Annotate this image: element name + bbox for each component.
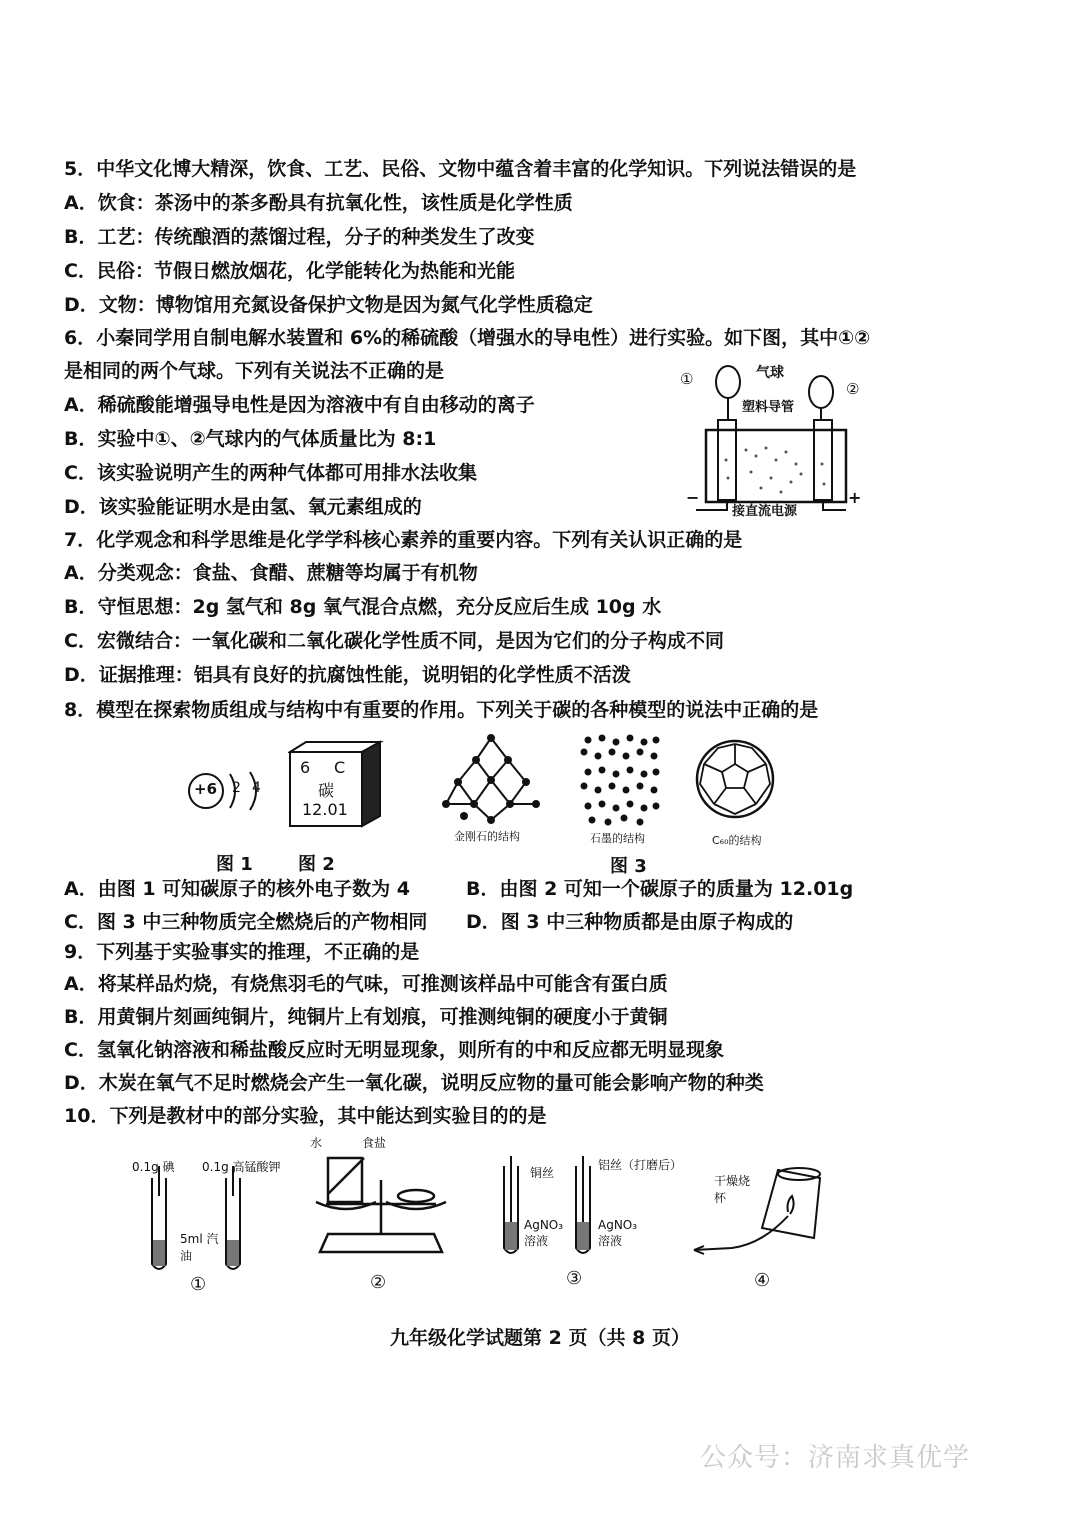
minus-sign: − [686,488,700,507]
electrolysis-figure [676,360,866,520]
q8-option-b: B．由图 2 可知一个碳原子的质量为 12.01g [466,878,854,900]
experiment-1-number: ① [190,1274,207,1295]
salt-label: 食盐 [362,1136,387,1150]
q7-option-d: D．证据推理：铝具有良好的抗腐蚀性能，说明铝的化学性质不活泼 [64,664,631,686]
q5-option-d: D．文物：博物馆用充氮设备保护文物是因为氮气化学性质稳定 [64,294,593,316]
experiment-4-number: ④ [754,1270,771,1291]
copper-wire-label: 铜丝 [530,1166,555,1180]
q9-stem: 9．下列基于实验事实的推理，不正确的是 [64,941,420,963]
q8-option-a: A．由图 1 可知碳原子的核外电子数为 4 [64,878,410,900]
q5-option-c: C．民俗：节假日燃放烟花，化学能转化为热能和光能 [64,260,515,282]
q9-option-b: B．用黄铜片刻画纯铜片，纯铜片上有划痕，可推测纯铜的硬度小于黄铜 [64,1006,668,1028]
watermark: 公众号：济南求真优学 [700,1443,971,1473]
balloon-2-label: ② [846,380,860,398]
q9-option-a: A．将某样品灼烧，有烧焦羽毛的气味，可推测该样品中可能含有蛋白质 [64,973,668,995]
q5-option-a: A．饮食：茶汤中的茶多酚具有抗氧化性，该性质是化学性质 [64,192,573,214]
silver-nitrate-label-2: AgNO₃ 溶液 [598,1218,638,1248]
q6-option-c: C．该实验说明产生的两种气体都可用排水法收集 [64,462,477,484]
tube-label: 塑料导管 [742,400,795,415]
q6-option-b: B．实验中①、②气球内的气体质量比为 8:1 [64,428,437,450]
q7-stem: 7．化学观念和科学思维是化学学科核心素养的重要内容。下列有关认识正确的是 [64,529,743,551]
aluminum-wire-label: 铝丝（打磨后） [598,1158,683,1172]
q6-option-d: D．该实验能证明水是由氢、氧元素组成的 [64,496,422,518]
q7-option-a: A．分类观念：食盐、食醋、蔗糖等均属于有机物 [64,562,478,584]
c60-structure-figure [690,734,780,847]
figure-3-caption: 图 3 [610,856,647,877]
atomic-number: 6 [300,758,311,777]
nucleus-charge: +6 [194,780,218,798]
q5-stem: 5．中华文化博大精深，饮食、工艺、民俗、文物中蕴含着丰富的化学知识。下列说法错误的是 [64,158,857,180]
experiment-3-number: ③ [566,1268,583,1289]
atom-structure-figure [186,766,270,816]
q8-option-c: C．图 3 中三种物质完全燃烧后的产物相同 [64,911,428,933]
experiment-4-figure [692,1158,842,1298]
experiment-2-number: ② [370,1272,387,1293]
element-symbol: C [334,758,346,777]
q6-stem-line2: 是相同的两个气球。下列有关说法不正确的是 [64,360,445,382]
dry-beaker-label: 干燥烧杯 [714,1174,751,1205]
q9-option-d: D．木炭在氧气不足时燃烧会产生一氧化碳，说明反应物的量可能会影响产物的种类 [64,1072,764,1094]
q7-option-b: B．守恒思想：2g 氢气和 8g 氧气混合点燃，充分反应后生成 10g 水 [64,596,662,618]
graphite-label: 石墨的结构 [590,832,645,845]
q5-option-b: B．工艺：传统酿酒的蒸馏过程，分子的种类发生了改变 [64,226,535,248]
gasoline-label: 5ml 汽油 [180,1232,219,1263]
diamond-structure-figure [436,730,546,843]
experiment-2-figure [306,1134,456,1294]
q8-option-d: D．图 3 中三种物质都是由原子构成的 [466,911,794,933]
permanganate-label: 0.1g 高锰酸钾 [202,1160,281,1174]
q9-option-c: C．氢氧化钠溶液和稀盐酸反应时无明显现象，则所有的中和反应都无明显现象 [64,1039,724,1061]
page-footer: 九年级化学试题第 2 页（共 8 页） [390,1327,690,1349]
q8-stem: 8．模型在探索物质组成与结构中有重要的作用。下列关于碳的各种模型的说法中正确的是 [64,699,819,721]
water-label: 水 [310,1136,323,1150]
q6-stem-line1: 6．小秦同学用自制电解水装置和 6%的稀硫酸（增强水的导电性）进行实验。如下图，其中①② [64,327,871,349]
graphite-structure-figure [574,732,664,845]
diamond-label: 金刚石的结构 [454,830,520,843]
shell-1-electrons: 2 [232,780,241,796]
balloon-label: 气球 [756,365,784,381]
q10-stem: 10．下列是教材中的部分实验，其中能达到实验目的的是 [64,1105,547,1127]
element-name: 碳 [318,781,335,800]
q7-option-c: C．宏微结合：一氧化碳和二氧化碳化学性质不同，是因为它们的分子构成不同 [64,630,724,652]
experiment-3-figure [494,1156,694,1296]
balloon-1-label: ① [680,370,694,388]
figure-2-caption: 图 2 [298,854,335,875]
c60-label: C₆₀的结构 [712,834,762,847]
power-label: 接直流电源 [732,504,798,519]
q6-option-a: A．稀硫酸能增强导电性是因为溶液中有自由移动的离子 [64,394,535,416]
plus-sign: + [848,488,862,507]
shell-2-electrons: 4 [252,780,261,796]
figure-1-caption: 图 1 [216,854,253,875]
iodine-label: 0.1g 碘 [132,1160,175,1174]
silver-nitrate-label-1: AgNO₃ 溶液 [524,1218,564,1248]
atomic-mass: 12.01 [302,800,348,819]
periodic-cell-figure [288,740,384,828]
experiment-1-figure [128,1156,288,1296]
